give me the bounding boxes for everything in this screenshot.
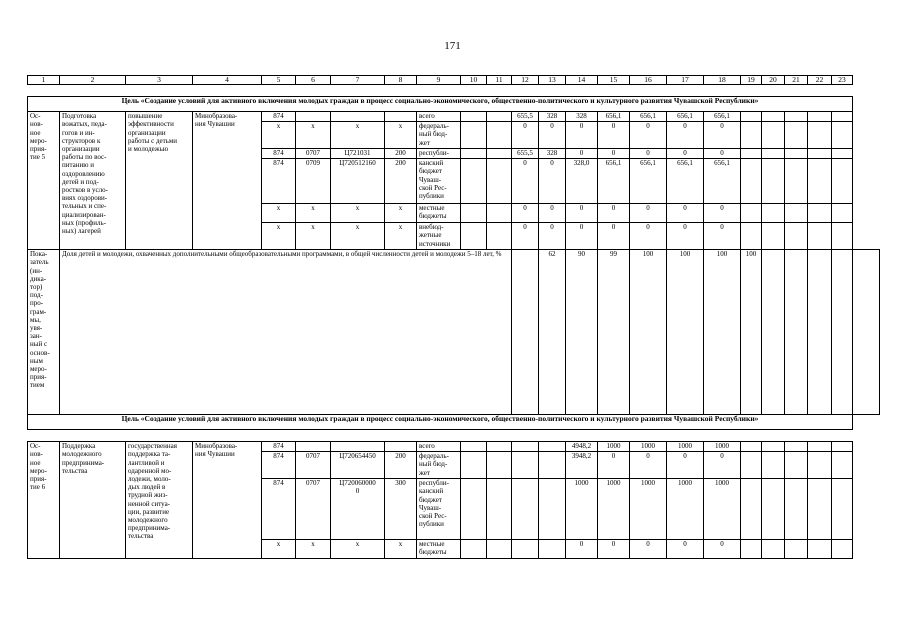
code-c6: 0707 xyxy=(296,479,331,540)
value-c16: 0 xyxy=(630,540,667,559)
column-number: 10 xyxy=(461,76,487,85)
empty-cell xyxy=(487,452,512,479)
code-c5: 874 xyxy=(262,442,296,452)
empty-cell xyxy=(741,204,762,223)
spacer xyxy=(28,85,853,97)
empty-cell xyxy=(808,204,832,223)
empty-cell xyxy=(762,540,785,559)
empty-cell xyxy=(461,122,487,149)
funding-source: местные бюджеты xyxy=(417,204,461,223)
value-c16: 0 xyxy=(630,223,667,250)
block1-row xyxy=(28,112,880,122)
value-c18: 1000 xyxy=(704,479,741,540)
empty-cell xyxy=(487,149,512,159)
value-c14: 0 xyxy=(566,149,598,159)
value-c15: 0 xyxy=(598,540,630,559)
empty-cell xyxy=(487,223,512,250)
funding-source: канский бюджет Чуваш- ской Рес- публики xyxy=(417,159,461,204)
empty-cell xyxy=(785,159,808,204)
empty-cell xyxy=(853,250,880,415)
value-c18: 656,1 xyxy=(704,112,741,122)
value-c18: 656,1 xyxy=(704,159,741,204)
value-c13: 328 xyxy=(539,149,566,159)
value-c17: 0 xyxy=(667,452,704,479)
code-c8: 200 xyxy=(385,149,417,159)
code-c8: х xyxy=(385,223,417,250)
value-c14: 328 xyxy=(566,112,598,122)
empty-cell xyxy=(832,540,853,559)
value-c18: 0 xyxy=(704,223,741,250)
empty-cell xyxy=(762,112,785,122)
empty-cell xyxy=(832,149,853,159)
code-c7: х xyxy=(331,204,385,223)
funding-source: всего xyxy=(417,112,461,122)
value-c17: 0 xyxy=(667,223,704,250)
funding-source: республи- канский бюджет Чуваш- ской Рес- публики xyxy=(417,479,461,540)
code-c6: х xyxy=(296,204,331,223)
code-c8: х xyxy=(385,122,417,149)
empty-cell xyxy=(741,479,762,540)
empty-cell xyxy=(487,479,512,540)
value-c13: 0 xyxy=(539,159,566,204)
empty-cell xyxy=(832,250,853,415)
indicator-value: 100 xyxy=(704,250,741,415)
code-c5: 874 xyxy=(262,452,296,479)
empty-cell xyxy=(741,540,762,559)
empty-cell xyxy=(808,540,832,559)
empty-cell xyxy=(785,112,808,122)
empty-cell xyxy=(808,149,832,159)
code-c5: 874 xyxy=(262,112,296,122)
value-c13: 0 xyxy=(539,122,566,149)
value-c12 xyxy=(512,452,539,479)
value-c13 xyxy=(539,540,566,559)
code-c8: 200 xyxy=(385,452,417,479)
block2-row xyxy=(28,442,880,452)
value-c14: 0 xyxy=(566,223,598,250)
goal-row xyxy=(28,415,880,430)
empty-cell xyxy=(785,479,808,540)
funding-source: местные бюджеты xyxy=(417,540,461,559)
empty-cell xyxy=(808,112,832,122)
column-number: 11 xyxy=(487,76,512,85)
column-number: 22 xyxy=(808,76,832,85)
indicator-value: 62 xyxy=(539,250,566,415)
column-number: 5 xyxy=(262,76,296,85)
empty-cell xyxy=(762,223,785,250)
indicator-label: Пока- затель (ин- дика- тор) под- про- грам- мы, увя- зан- ный с основ- ным меро- прия- тием xyxy=(28,250,60,415)
code-c7: х xyxy=(331,223,385,250)
empty-cell xyxy=(741,223,762,250)
indicator-value: 100 xyxy=(667,250,704,415)
empty-cell xyxy=(808,479,832,540)
value-c15: 656,1 xyxy=(598,112,630,122)
column-number: 12 xyxy=(512,76,539,85)
event-executor: Минобразова- ния Чувашии xyxy=(193,112,262,250)
empty-cell xyxy=(808,122,832,149)
value-c15: 0 xyxy=(598,122,630,149)
event-task: государственная поддержка та- лантливой и одаренной мо- лодежи, моло- дых людей в трудной жиз- ненной ситуа- ции, развитие молодежного предпринима- тельства xyxy=(126,442,193,559)
column-number: 14 xyxy=(566,76,598,85)
code-c5: 874 xyxy=(262,149,296,159)
value-c12: 0 xyxy=(512,159,539,204)
indicator-value: 90 xyxy=(566,250,598,415)
funding-source: внебюд- жетные источники xyxy=(417,223,461,250)
empty-cell xyxy=(762,250,785,415)
value-c17: 0 xyxy=(667,204,704,223)
event-name: Поддержка молодежного предпринима- тельства xyxy=(60,442,126,559)
column-number-row xyxy=(28,76,880,85)
empty-cell xyxy=(762,479,785,540)
empty-cell xyxy=(762,204,785,223)
value-c14: 0 xyxy=(566,122,598,149)
empty-cell xyxy=(487,442,512,452)
code-c6: 0709 xyxy=(296,159,331,204)
code-c8: 300 xyxy=(385,479,417,540)
value-c14: 0 xyxy=(566,204,598,223)
code-c6 xyxy=(296,112,331,122)
value-c15: 0 xyxy=(598,149,630,159)
value-c12: 0 xyxy=(512,122,539,149)
value-c12: 0 xyxy=(512,204,539,223)
value-c14: 328,0 xyxy=(566,159,598,204)
empty-cell xyxy=(762,149,785,159)
empty-cell xyxy=(785,149,808,159)
code-c7 xyxy=(331,442,385,452)
code-c5: 874 xyxy=(262,159,296,204)
empty-cell xyxy=(832,112,853,122)
value-c14: 4948,2 xyxy=(566,442,598,452)
value-c13 xyxy=(539,442,566,452)
value-c15: 0 xyxy=(598,223,630,250)
event-name: Подготовка вожатых, педа- гогов и ин- структоров к организации работы по вос- питанию и оздоровлению детей и под- ростков в усло- виях оздорови- тельных и спе- циализирован- ных (профиль- ных) лагерей xyxy=(60,112,126,250)
value-c12: 0 xyxy=(512,223,539,250)
empty-cell xyxy=(785,204,808,223)
code-c5: х xyxy=(262,540,296,559)
code-c5: х xyxy=(262,122,296,149)
column-number: 21 xyxy=(785,76,808,85)
value-c13 xyxy=(539,452,566,479)
goal-heading: Цель «Создание условий для активного включения молодых граждан в процесс социально-экономического, общественно-политического и культурного развития Чувашской Республики» xyxy=(28,415,853,430)
column-number: 16 xyxy=(630,76,667,85)
empty-cell xyxy=(487,204,512,223)
empty-cell xyxy=(808,442,832,452)
code-c6: 0707 xyxy=(296,452,331,479)
value-c17: 1000 xyxy=(667,479,704,540)
spacer-row xyxy=(28,430,880,442)
event-task: повышение эффективности организации работы с детьми и молодежью xyxy=(126,112,193,250)
column-number: 1 xyxy=(28,76,60,85)
value-c16: 1000 xyxy=(630,479,667,540)
value-c13: 328 xyxy=(539,112,566,122)
code-c7: Ц720654450 xyxy=(331,452,385,479)
goal-row xyxy=(28,97,880,112)
code-c7: Ц720512160 xyxy=(331,159,385,204)
column-number: 2 xyxy=(60,76,126,85)
value-c13: 0 xyxy=(539,204,566,223)
empty-cell xyxy=(785,540,808,559)
code-c7: Ц721031 xyxy=(331,149,385,159)
value-c17: 0 xyxy=(667,540,704,559)
column-number: 17 xyxy=(667,76,704,85)
empty-cell xyxy=(487,122,512,149)
code-c8: х xyxy=(385,204,417,223)
column-number: 8 xyxy=(385,76,417,85)
spacer-row xyxy=(28,85,880,97)
value-c17: 0 xyxy=(667,122,704,149)
value-c18: 0 xyxy=(704,122,741,149)
empty-cell xyxy=(832,442,853,452)
value-c17: 656,1 xyxy=(667,112,704,122)
event-executor: Минобразова- ния Чувашии xyxy=(193,442,262,559)
empty-cell xyxy=(832,159,853,204)
value-c16: 1000 xyxy=(630,442,667,452)
column-number: 6 xyxy=(296,76,331,85)
column-number: 18 xyxy=(704,76,741,85)
value-c12: 655,5 xyxy=(512,149,539,159)
column-number: 20 xyxy=(762,76,785,85)
code-c6: х xyxy=(296,540,331,559)
empty-cell xyxy=(808,159,832,204)
value-c13 xyxy=(539,479,566,540)
empty-cell xyxy=(741,112,762,122)
code-c8: 200 xyxy=(385,159,417,204)
value-c14: 0 xyxy=(566,540,598,559)
empty-cell xyxy=(461,112,487,122)
column-number: 3 xyxy=(126,76,193,85)
empty-cell xyxy=(762,159,785,204)
indicator-value: 100 xyxy=(630,250,667,415)
value-c16: 0 xyxy=(630,452,667,479)
empty-cell xyxy=(832,452,853,479)
indicator-row xyxy=(28,250,880,415)
code-c7 xyxy=(331,112,385,122)
column-number: 19 xyxy=(741,76,762,85)
value-c17: 0 xyxy=(667,149,704,159)
empty-cell xyxy=(762,122,785,149)
empty-cell xyxy=(461,204,487,223)
code-c7: х xyxy=(331,122,385,149)
empty-cell xyxy=(512,250,539,415)
empty-cell xyxy=(741,442,762,452)
code-c8: х xyxy=(385,540,417,559)
empty-cell xyxy=(808,250,832,415)
empty-cell xyxy=(741,149,762,159)
value-c18: 1000 xyxy=(704,442,741,452)
page-number: 171 xyxy=(444,40,461,52)
value-c14: 3948,2 xyxy=(566,452,598,479)
funding-source: республи- xyxy=(417,149,461,159)
value-c15: 656,1 xyxy=(598,159,630,204)
value-c12 xyxy=(512,479,539,540)
value-c15: 1000 xyxy=(598,442,630,452)
empty-cell xyxy=(461,442,487,452)
code-c6: х xyxy=(296,122,331,149)
empty-cell xyxy=(832,223,853,250)
value-c16: 656,1 xyxy=(630,159,667,204)
value-c17: 1000 xyxy=(667,442,704,452)
empty-cell xyxy=(461,452,487,479)
empty-cell xyxy=(487,540,512,559)
value-c15: 0 xyxy=(598,204,630,223)
empty-cell xyxy=(461,223,487,250)
value-c18: 0 xyxy=(704,204,741,223)
funding-source: федераль- ный бюд- жет xyxy=(417,122,461,149)
value-c16: 0 xyxy=(630,122,667,149)
event-status: Ос- нов- ное меро- прия- тие 5 xyxy=(28,112,60,250)
value-c14: 1000 xyxy=(566,479,598,540)
empty-cell xyxy=(741,122,762,149)
empty-cell xyxy=(808,223,832,250)
column-number: 9 xyxy=(417,76,461,85)
empty-cell xyxy=(785,122,808,149)
empty-cell xyxy=(785,442,808,452)
column-number: 15 xyxy=(598,76,630,85)
indicator-text: Доля детей и молодежи, охваченных дополнительными общеобразовательными программами, в общей численности детей и молодежи 5–18 лет, % xyxy=(60,250,512,415)
code-c6 xyxy=(296,442,331,452)
code-c5: х xyxy=(262,223,296,250)
empty-cell xyxy=(785,452,808,479)
value-c13: 0 xyxy=(539,223,566,250)
value-c12 xyxy=(512,540,539,559)
empty-cell xyxy=(762,442,785,452)
spacer xyxy=(28,430,853,442)
value-c17: 656,1 xyxy=(667,159,704,204)
empty-cell xyxy=(741,452,762,479)
empty-cell xyxy=(487,112,512,122)
value-c16: 0 xyxy=(630,204,667,223)
funding-source: всего xyxy=(417,442,461,452)
code-c7: Ц720060000 0 xyxy=(331,479,385,540)
event-status: Ос- нов- ное меро- прия- тие 6 xyxy=(28,442,60,559)
empty-cell xyxy=(808,452,832,479)
empty-cell xyxy=(461,540,487,559)
code-c5: х xyxy=(262,204,296,223)
empty-cell xyxy=(785,223,808,250)
code-c6: х xyxy=(296,223,331,250)
empty-cell xyxy=(741,159,762,204)
value-c16: 656,1 xyxy=(630,112,667,122)
budget-table xyxy=(27,75,880,559)
code-c7: х xyxy=(331,540,385,559)
empty-cell xyxy=(461,159,487,204)
value-c18: 0 xyxy=(704,540,741,559)
empty-cell xyxy=(762,452,785,479)
value-c15: 1000 xyxy=(598,479,630,540)
code-c8 xyxy=(385,442,417,452)
empty-cell xyxy=(785,250,808,415)
empty-cell xyxy=(832,204,853,223)
value-c18: 0 xyxy=(704,149,741,159)
empty-cell xyxy=(487,159,512,204)
empty-cell xyxy=(832,479,853,540)
empty-cell xyxy=(461,149,487,159)
value-c15: 0 xyxy=(598,452,630,479)
code-c8 xyxy=(385,112,417,122)
code-c5: 874 xyxy=(262,479,296,540)
column-number: 7 xyxy=(331,76,385,85)
indicator-value: 100 xyxy=(741,250,762,415)
funding-source: федераль- ный бюд- жет xyxy=(417,452,461,479)
value-c18: 0 xyxy=(704,452,741,479)
value-c12 xyxy=(512,442,539,452)
column-number: 4 xyxy=(193,76,262,85)
goal-heading: Цель «Создание условий для активного включения молодых граждан в процесс социально-экономического, общественно-политического и культурного развития Чувашской Республики» xyxy=(28,97,853,112)
indicator-value: 99 xyxy=(598,250,630,415)
value-c16: 0 xyxy=(630,149,667,159)
empty-cell xyxy=(832,122,853,149)
value-c12: 655,5 xyxy=(512,112,539,122)
empty-cell xyxy=(461,479,487,540)
column-number: 13 xyxy=(539,76,566,85)
code-c6: 0707 xyxy=(296,149,331,159)
column-number: 23 xyxy=(832,76,853,85)
